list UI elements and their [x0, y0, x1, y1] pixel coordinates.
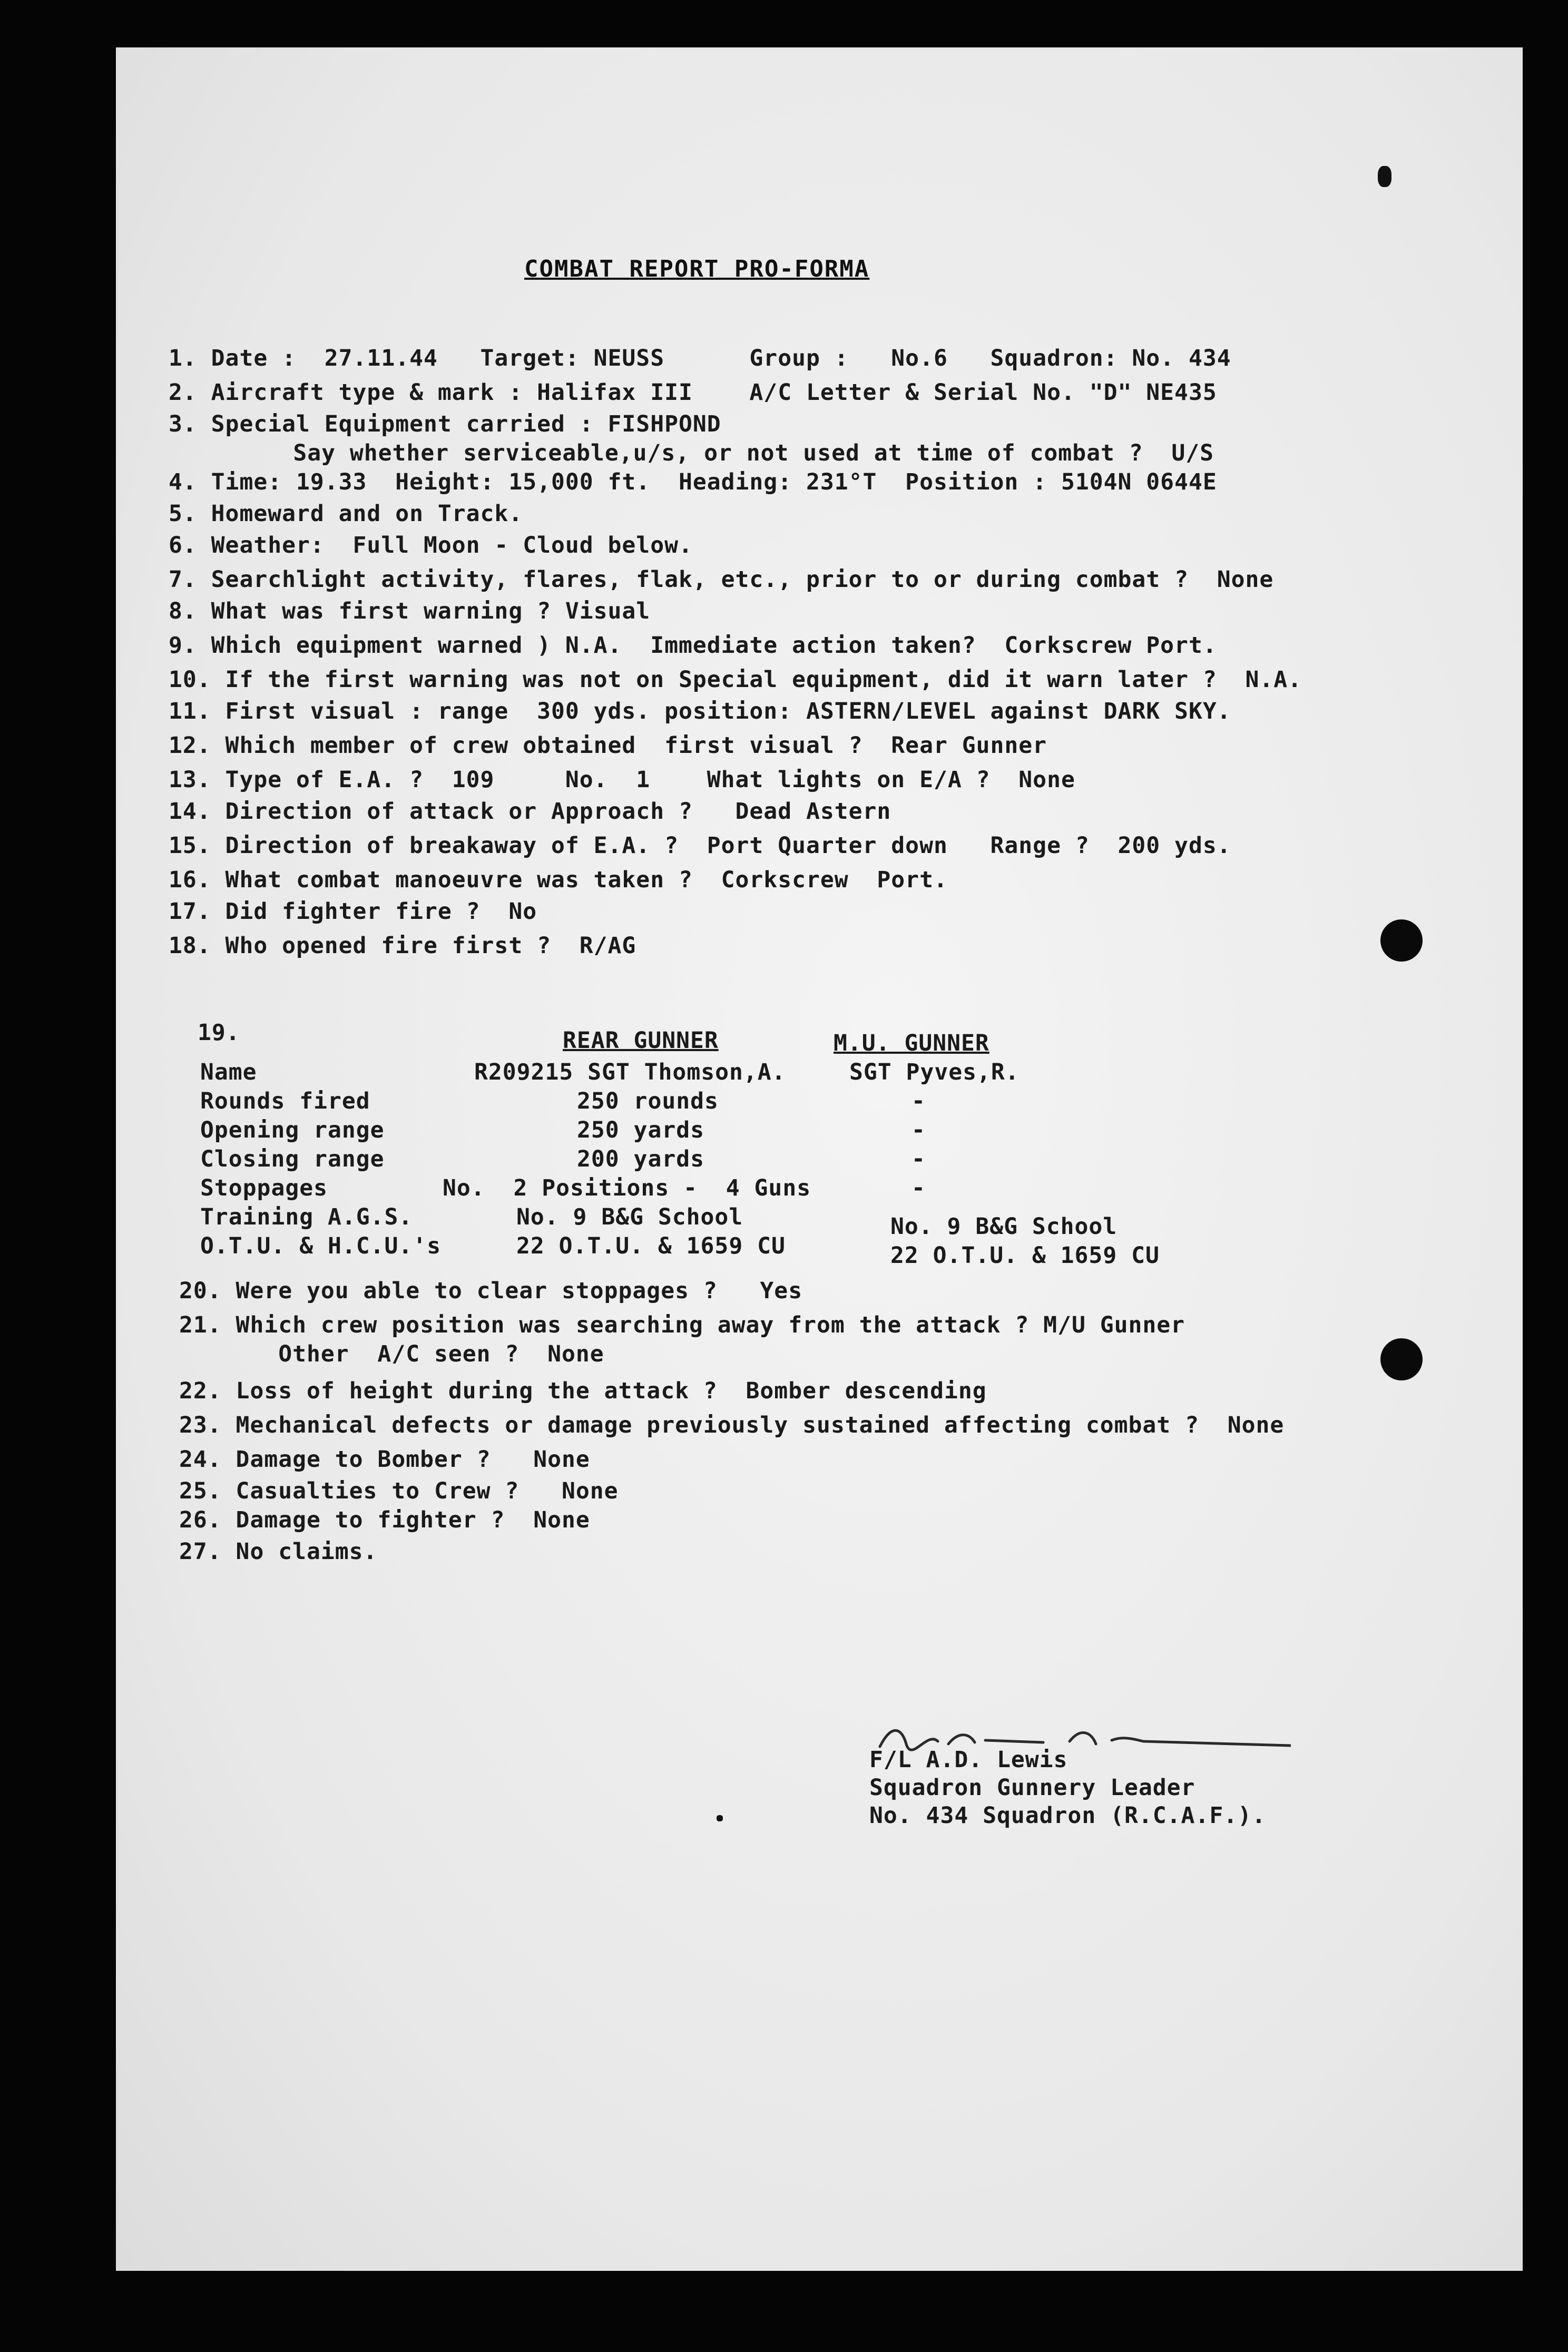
report-item: 15. Direction of breakaway of E.A. ? Port Quarter down Range ? 200 yds.: [169, 832, 1231, 859]
report-item: 9. Which equipment warned ) N.A. Immediate action taken? Corkscrew Port.: [169, 632, 1217, 659]
report-item: 10. If the first warning was not on Special equipment, did it warn later ? N.A.: [169, 667, 1302, 693]
report-item: 25. Casualties to Crew ? None: [179, 1478, 619, 1504]
report-item: 11. First visual : range 300 yds. position: ASTERN/LEVEL against DARK SKY.: [169, 698, 1231, 724]
report-item: 2. Aircraft type & mark : Halifax III A/C Letter & Serial No. "D" NE435: [169, 379, 1217, 406]
signatory-title: Squadron Gunnery Leader: [869, 1775, 1195, 1801]
table-row-label: Training A.G.S.: [200, 1204, 413, 1230]
table-row-label: Name: [200, 1059, 257, 1085]
table-cell-mu-gunner: -: [912, 1146, 926, 1172]
report-item: 12. Which member of crew obtained first visual ? Rear Gunner: [169, 732, 1047, 759]
ink-dot: [717, 1815, 723, 1821]
report-item: 4. Time: 19.33 Height: 15,000 ft. Heading: 231°T Position : 5104N 0644E: [169, 469, 1217, 495]
report-item: 22. Loss of height during the attack ? Bomber descending: [179, 1378, 987, 1404]
report-item: 6. Weather: Full Moon - Cloud below.: [169, 532, 693, 558]
table-cell-mu-gunner: -: [912, 1088, 926, 1114]
report-item: 18. Who opened fire first ? R/AG: [169, 933, 636, 959]
table-row-label: Rounds fired: [200, 1088, 370, 1114]
report-item: Other A/C seen ? None: [179, 1341, 604, 1367]
table-cell-rear-gunner: No. 9 B&G School: [516, 1204, 743, 1230]
report-item: 8. What was first warning ? Visual: [169, 598, 651, 624]
ink-speck: [1378, 166, 1391, 187]
table-cell-rear-gunner: R209215 SGT Thomson,A.: [474, 1059, 786, 1085]
punch-hole-lower: [1380, 1338, 1423, 1380]
table-row-label: Closing range: [200, 1146, 385, 1172]
report-item: 26. Damage to fighter ? None: [179, 1507, 590, 1533]
table-cell-rear-gunner: 22 O.T.U. & 1659 CU: [516, 1233, 786, 1259]
report-item: 21. Which crew position was searching away from the attack ? M/U Gunner: [179, 1312, 1185, 1338]
report-item: 20. Were you able to clear stoppages ? Yes: [179, 1278, 803, 1304]
table-cell-rear-gunner: 250 rounds: [577, 1088, 719, 1114]
table-cell-mu-gunner: 22 O.T.U. & 1659 CU: [890, 1242, 1160, 1269]
report-item: 5. Homeward and on Track.: [169, 501, 523, 527]
report-item: 16. What combat manoeuvre was taken ? Corkscrew Port.: [169, 867, 948, 893]
report-item: 13. Type of E.A. ? 109 No. 1 What lights on E/A ? None: [169, 767, 1075, 793]
table-cell-mu-gunner: -: [912, 1117, 926, 1143]
item-19-number: 19.: [198, 1020, 240, 1046]
report-item: Say whether serviceable,u/s, or not used at time of combat ? U/S: [208, 440, 1214, 466]
report-item: 17. Did fighter fire ? No: [169, 898, 537, 925]
report-title: COMBAT REPORT PRO-FORMA: [524, 256, 870, 282]
report-item: 7. Searchlight activity, flares, flak, etc., prior to or during combat ? None: [169, 566, 1274, 593]
mu-gunner-header: M.U. GUNNER: [834, 1030, 989, 1056]
report-item: 14. Direction of attack or Approach ? Dead Astern: [169, 798, 891, 825]
table-row-label: Opening range: [200, 1117, 385, 1143]
table-cell-rear-gunner: 200 yards: [577, 1146, 704, 1172]
rear-gunner-header: REAR GUNNER: [563, 1027, 719, 1054]
table-row-label: O.T.U. & H.C.U.'s: [200, 1233, 442, 1259]
report-item: 1. Date : 27.11.44 Target: NEUSS Group : No.6 Squadron: No. 434: [169, 345, 1231, 371]
document-page: [116, 47, 1523, 2271]
punch-hole-upper: [1380, 919, 1423, 962]
table-cell-mu-gunner: -: [912, 1175, 926, 1201]
report-item: 23. Mechanical defects or damage previously sustained affecting combat ? None: [179, 1412, 1285, 1438]
signatory-name: F/L A.D. Lewis: [869, 1747, 1068, 1773]
report-item: 3. Special Equipment carried : FISHPOND: [169, 411, 721, 437]
table-cell-rear-gunner: 250 yards: [577, 1117, 704, 1143]
table-row-label: Stoppages: [200, 1175, 328, 1201]
signatory-unit: No. 434 Squadron (R.C.A.F.).: [869, 1802, 1266, 1829]
table-cell-rear-gunner: No. 2 Positions - 4 Guns: [443, 1175, 811, 1201]
report-item: 27. No claims.: [179, 1538, 378, 1565]
table-cell-mu-gunner: SGT Pyves,R.: [849, 1059, 1020, 1085]
table-cell-mu-gunner: No. 9 B&G School: [890, 1213, 1118, 1240]
report-item: 24. Damage to Bomber ? None: [179, 1446, 590, 1473]
